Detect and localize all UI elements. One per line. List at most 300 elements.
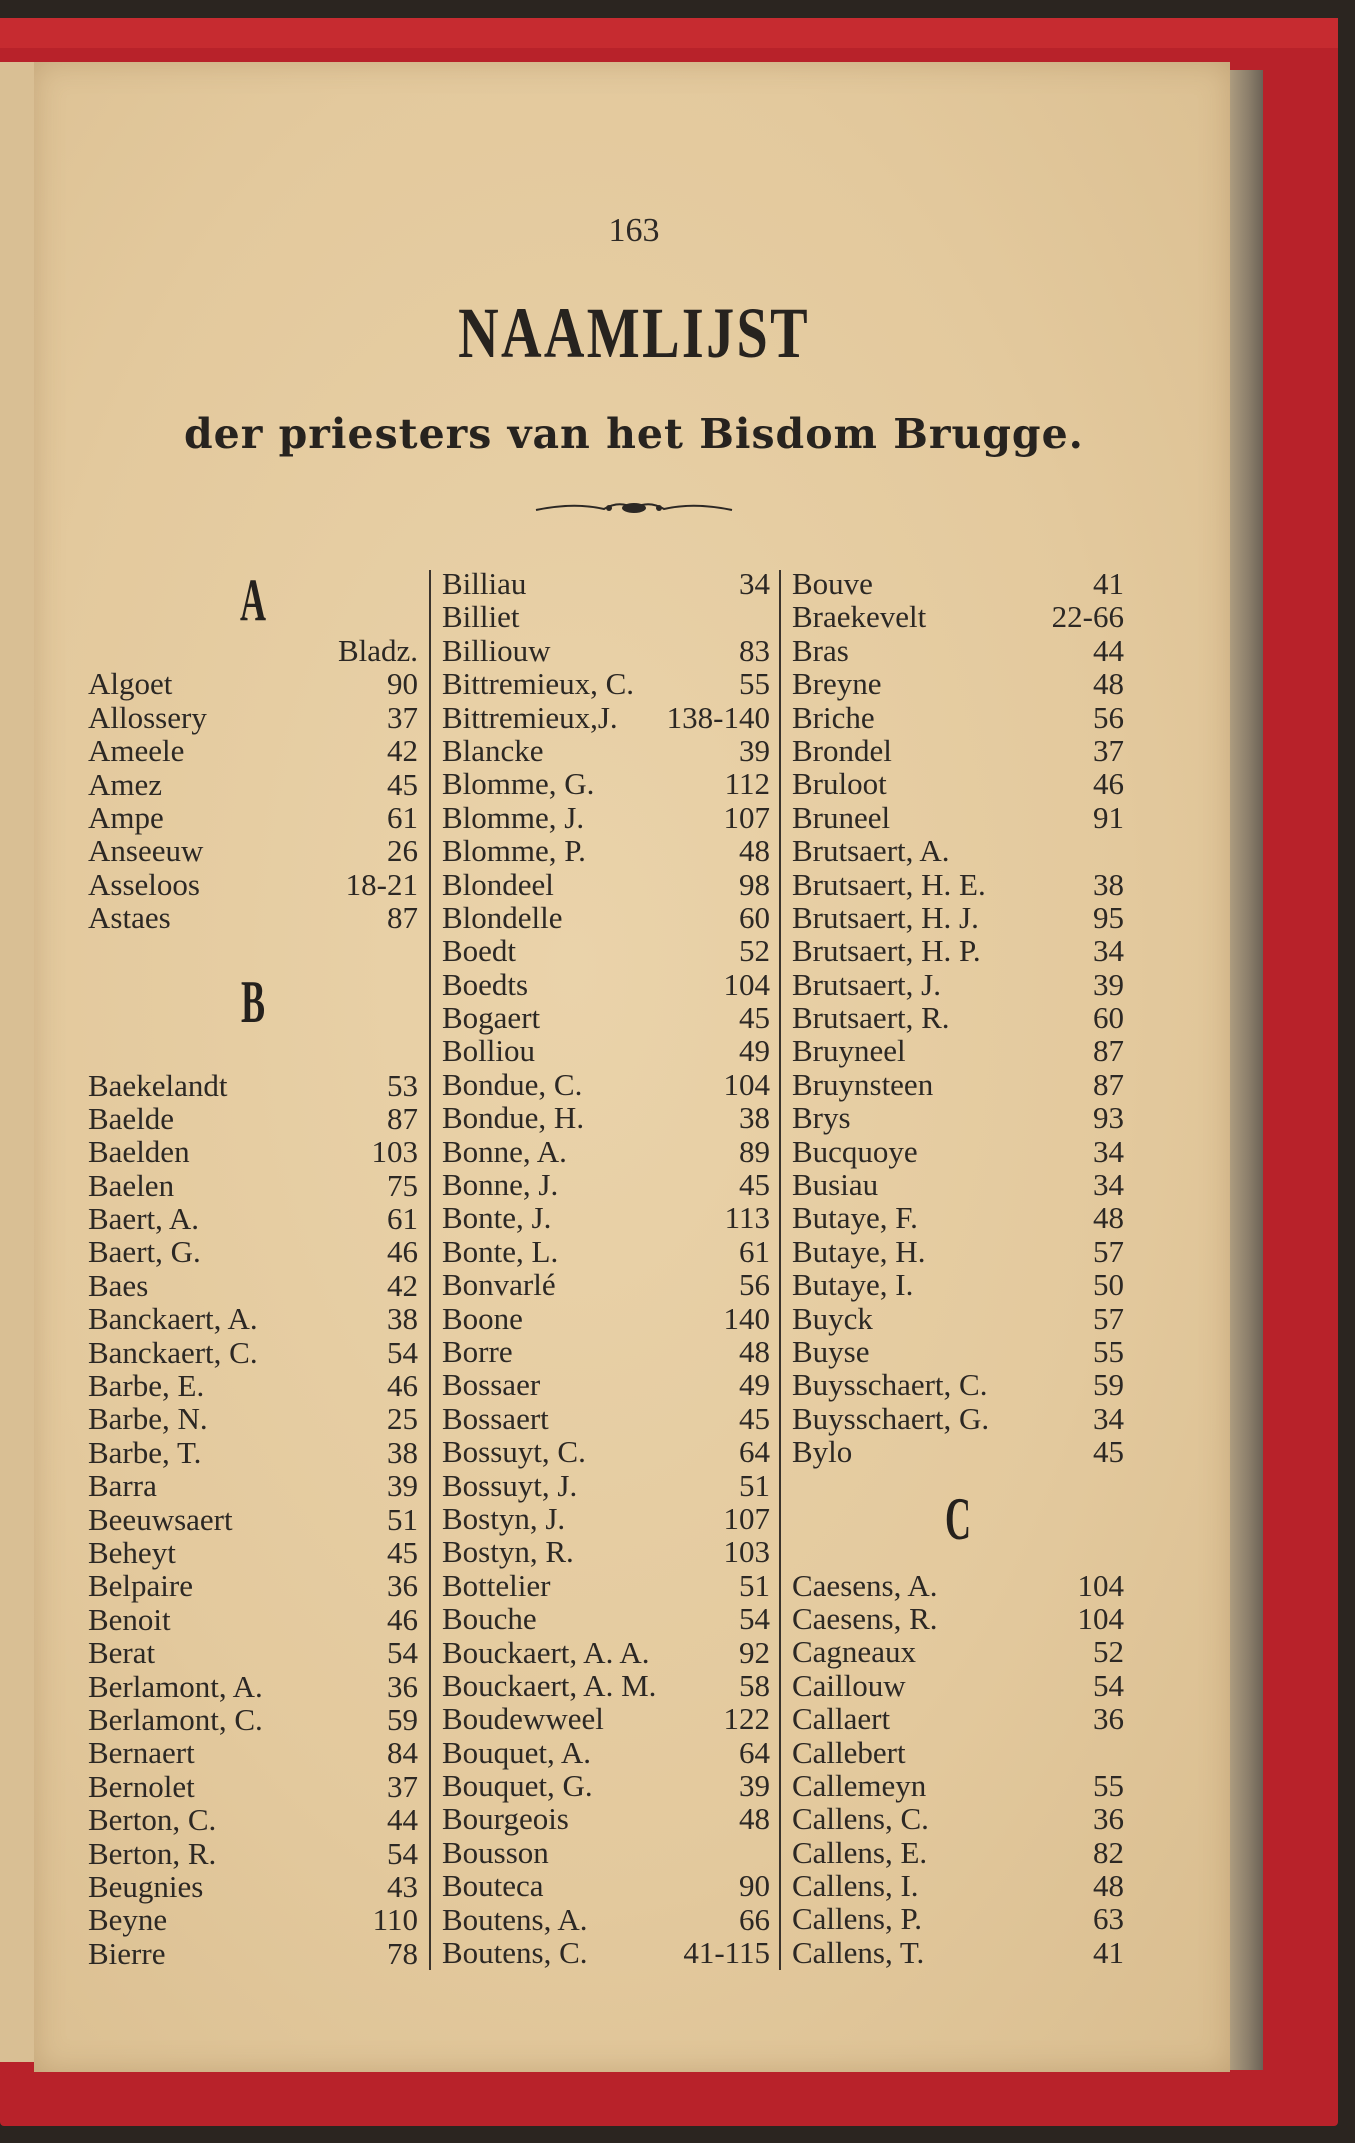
entry-name: Butaye, I. bbox=[792, 1267, 914, 1303]
index-entry bbox=[792, 1569, 1124, 1602]
entry-page: 54 bbox=[387, 1835, 418, 1871]
entry-name: Amez bbox=[88, 766, 163, 802]
entry-page: 39 bbox=[739, 732, 770, 768]
index-entry bbox=[88, 1703, 418, 1736]
index-entry bbox=[792, 667, 1124, 700]
index-entry bbox=[442, 600, 770, 633]
index-entry bbox=[442, 634, 770, 667]
entry-name: Blancke bbox=[442, 732, 544, 768]
index-list-b bbox=[88, 1069, 418, 1971]
entry-page: 87 bbox=[387, 900, 418, 936]
entry-name: Bossaer bbox=[442, 1367, 541, 1403]
index-entry bbox=[792, 1335, 1124, 1368]
entry-page: 37 bbox=[387, 1768, 418, 1804]
index-entry bbox=[88, 734, 418, 767]
index-entry bbox=[442, 1302, 770, 1335]
book-page bbox=[34, 62, 1230, 2072]
index-entry bbox=[88, 1736, 418, 1769]
index-entry bbox=[442, 1602, 770, 1635]
index-entry bbox=[792, 600, 1124, 633]
entry-name: Bouquet, G. bbox=[442, 1768, 593, 1804]
index-entry bbox=[442, 1569, 770, 1602]
index-entry bbox=[88, 1636, 418, 1669]
entry-name: Blomme, J. bbox=[442, 799, 585, 835]
index-entry bbox=[442, 1802, 770, 1835]
index-entry bbox=[792, 1936, 1124, 1969]
entry-page: 59 bbox=[1093, 1367, 1124, 1403]
entry-page: 87 bbox=[387, 1100, 418, 1136]
entry-name: Baert, G. bbox=[88, 1234, 201, 1270]
index-entry bbox=[88, 1202, 418, 1235]
left-column bbox=[88, 567, 418, 1970]
column-rule bbox=[429, 570, 431, 1970]
entry-name: Butaye, H. bbox=[792, 1233, 926, 1269]
entry-name: Beheyt bbox=[88, 1534, 176, 1570]
entry-name: Caesens, R. bbox=[792, 1600, 938, 1636]
index-entry bbox=[88, 1135, 418, 1168]
entry-page: 104 bbox=[1077, 1567, 1124, 1603]
entry-page: 92 bbox=[739, 1634, 770, 1670]
index-entry bbox=[792, 1235, 1124, 1268]
ornament-divider-icon bbox=[534, 498, 734, 518]
index-entry bbox=[442, 1268, 770, 1301]
entry-name: Bouckaert, A. A. bbox=[442, 1634, 650, 1670]
page-title: NAAMLIJST bbox=[458, 293, 810, 373]
index-entry bbox=[442, 1469, 770, 1502]
entry-page: 42 bbox=[387, 733, 418, 769]
section-letter-b: B bbox=[240, 968, 266, 1035]
entry-page: 52 bbox=[739, 933, 770, 969]
index-list-middle bbox=[442, 567, 770, 1969]
index-entry bbox=[88, 1336, 418, 1369]
entry-name: Belpaire bbox=[88, 1568, 194, 1604]
entry-name: Barbe, T. bbox=[88, 1434, 202, 1470]
entry-name: Callens, C. bbox=[792, 1801, 929, 1837]
entry-name: Bruynsteen bbox=[792, 1066, 934, 1102]
entry-page: 45 bbox=[739, 1000, 770, 1036]
index-entry bbox=[442, 667, 770, 700]
entry-page: 46 bbox=[1093, 766, 1124, 802]
entry-name: Boutens, C. bbox=[442, 1935, 588, 1971]
entry-page: 54 bbox=[1093, 1667, 1124, 1703]
index-entry bbox=[442, 1869, 770, 1902]
entry-page: 107 bbox=[723, 1500, 770, 1536]
entry-name: Anseeuw bbox=[88, 833, 204, 869]
index-entry bbox=[792, 1769, 1124, 1802]
entry-page: 103 bbox=[723, 1534, 770, 1570]
index-entry bbox=[792, 701, 1124, 734]
entry-name: Bolliou bbox=[442, 1033, 536, 1069]
index-list-c bbox=[792, 1569, 1124, 1970]
entry-name: Brutsaert, A. bbox=[792, 833, 950, 869]
entry-name: Boone bbox=[442, 1300, 523, 1336]
entry-page: 51 bbox=[739, 1567, 770, 1603]
entry-name: Baelen bbox=[88, 1167, 175, 1203]
entry-name: Bourgeois bbox=[442, 1801, 569, 1837]
entry-name: Brutsaert, J. bbox=[792, 966, 941, 1002]
index-entry bbox=[792, 934, 1124, 967]
index-entry bbox=[792, 1101, 1124, 1134]
entry-name: Caesens, A. bbox=[792, 1567, 938, 1603]
index-entry bbox=[792, 801, 1124, 834]
entry-page: 49 bbox=[739, 1367, 770, 1403]
index-entry bbox=[442, 1402, 770, 1435]
entry-page: 51 bbox=[739, 1467, 770, 1503]
index-entry bbox=[442, 1936, 770, 1969]
entry-page: 59 bbox=[387, 1701, 418, 1737]
entry-page: 87 bbox=[1093, 1033, 1124, 1069]
entry-name: Algoet bbox=[88, 666, 173, 702]
index-entry bbox=[88, 1235, 418, 1268]
index-entry bbox=[442, 1502, 770, 1535]
entry-page: 89 bbox=[739, 1133, 770, 1169]
entry-name: Cagneaux bbox=[792, 1634, 916, 1670]
entry-name: Blomme, G. bbox=[442, 766, 595, 802]
index-entry bbox=[442, 1636, 770, 1669]
entry-page: 60 bbox=[1093, 1000, 1124, 1036]
entry-page: 57 bbox=[1093, 1300, 1124, 1336]
entry-name: Bouquet, A. bbox=[442, 1734, 591, 1770]
index-entry bbox=[88, 1402, 418, 1435]
entry-name: Bostyn, R. bbox=[442, 1534, 574, 1570]
entry-name: Bogaert bbox=[442, 1000, 541, 1036]
entry-page: 22-66 bbox=[1051, 599, 1124, 635]
entry-name: Boedts bbox=[442, 966, 529, 1002]
entry-name: Bonne, J. bbox=[442, 1167, 559, 1203]
index-entry bbox=[442, 1368, 770, 1401]
index-entry bbox=[792, 868, 1124, 901]
entry-name: Bouteca bbox=[442, 1868, 544, 1904]
index-entry bbox=[442, 1168, 770, 1201]
entry-name: Barbe, E. bbox=[88, 1368, 205, 1404]
index-entry bbox=[442, 1335, 770, 1368]
entry-page: 45 bbox=[739, 1167, 770, 1203]
entry-name: Boudewweel bbox=[442, 1701, 604, 1737]
entry-name: Buysschaert, G. bbox=[792, 1400, 990, 1436]
column-rule bbox=[779, 570, 781, 1970]
entry-name: Benoit bbox=[88, 1601, 171, 1637]
entry-page: 46 bbox=[387, 1368, 418, 1404]
index-entry bbox=[88, 1803, 418, 1836]
index-entry bbox=[88, 1369, 418, 1402]
entry-page: 25 bbox=[387, 1401, 418, 1437]
page-block-edge bbox=[1225, 70, 1263, 2070]
index-entry bbox=[88, 1837, 418, 1870]
index-entry bbox=[88, 1169, 418, 1202]
entry-name: Banckaert, C. bbox=[88, 1334, 258, 1370]
index-list-a bbox=[88, 667, 418, 934]
entry-name: Bruneel bbox=[792, 799, 891, 835]
entry-page: 46 bbox=[387, 1601, 418, 1637]
entry-page: 87 bbox=[1093, 1066, 1124, 1102]
index-entry bbox=[792, 1034, 1124, 1067]
index-entry bbox=[442, 767, 770, 800]
entry-page: 34 bbox=[1093, 1167, 1124, 1203]
entry-name: Bylo bbox=[792, 1434, 853, 1470]
entry-name: Bonne, A. bbox=[442, 1133, 567, 1169]
entry-name: Berlamont, A. bbox=[88, 1668, 263, 1704]
index-entry bbox=[88, 1102, 418, 1135]
index-entry bbox=[442, 1535, 770, 1568]
index-entry bbox=[88, 1603, 418, 1636]
index-entry bbox=[88, 1269, 418, 1302]
index-entry bbox=[88, 768, 418, 801]
entry-page: 26 bbox=[387, 833, 418, 869]
index-entry bbox=[442, 567, 770, 600]
index-entry bbox=[792, 567, 1124, 600]
entry-page: 110 bbox=[372, 1902, 418, 1938]
index-entry bbox=[88, 1536, 418, 1569]
index-entry bbox=[442, 734, 770, 767]
entry-name: Bittremieux,J. bbox=[442, 699, 618, 735]
entry-name: Buysschaert, C. bbox=[792, 1367, 988, 1403]
entry-name: Berlamont, C. bbox=[88, 1701, 263, 1737]
index-entry bbox=[792, 1268, 1124, 1301]
entry-page: 42 bbox=[387, 1267, 418, 1303]
entry-page: 84 bbox=[387, 1735, 418, 1771]
entry-name: Baelden bbox=[88, 1134, 190, 1170]
entry-page: 83 bbox=[739, 632, 770, 668]
index-entry bbox=[792, 1435, 1124, 1468]
entry-page: 45 bbox=[387, 1534, 418, 1570]
index-entry bbox=[88, 1670, 418, 1703]
entry-page: 36 bbox=[1093, 1801, 1124, 1837]
entry-page: 54 bbox=[387, 1635, 418, 1671]
entry-page: 61 bbox=[387, 1201, 418, 1237]
index-entry bbox=[792, 968, 1124, 1001]
index-entry bbox=[442, 701, 770, 734]
entry-name: Brys bbox=[792, 1100, 851, 1136]
entry-name: Briche bbox=[792, 699, 875, 735]
entry-name: Bottelier bbox=[442, 1567, 551, 1603]
index-entry bbox=[792, 1602, 1124, 1635]
entry-name: Bierre bbox=[88, 1935, 166, 1971]
entry-page: 63 bbox=[1093, 1901, 1124, 1937]
entry-name: Bossuyt, C. bbox=[442, 1434, 586, 1470]
entry-page: 41 bbox=[1093, 1934, 1124, 1970]
entry-name: Bondue, H. bbox=[442, 1100, 585, 1136]
index-entry bbox=[792, 634, 1124, 667]
index-entry bbox=[442, 1068, 770, 1101]
entry-name: Boedt bbox=[442, 933, 517, 969]
index-entry bbox=[792, 1902, 1124, 1935]
entry-page: 48 bbox=[739, 1333, 770, 1369]
entry-name: Bernolet bbox=[88, 1768, 195, 1804]
entry-page: 53 bbox=[387, 1067, 418, 1103]
index-entry bbox=[792, 1669, 1124, 1702]
index-entry bbox=[88, 1469, 418, 1502]
entry-name: Blondeel bbox=[442, 866, 554, 902]
entry-name: Bonvarlé bbox=[442, 1267, 556, 1303]
entry-page: 48 bbox=[739, 833, 770, 869]
index-entry bbox=[88, 1069, 418, 1102]
entry-page: 41 bbox=[1093, 566, 1124, 601]
section-letter-a: A bbox=[239, 567, 267, 633]
index-entry bbox=[442, 1235, 770, 1268]
entry-name: Billiau bbox=[442, 566, 527, 601]
entry-name: Bousson bbox=[442, 1834, 549, 1870]
index-entry bbox=[792, 1702, 1124, 1735]
index-entry bbox=[88, 1569, 418, 1602]
index-entry bbox=[792, 1001, 1124, 1034]
entry-name: Callens, T. bbox=[792, 1934, 925, 1970]
index-entry bbox=[442, 1769, 770, 1802]
entry-page: 49 bbox=[739, 1033, 770, 1069]
entry-name: Bossaert bbox=[442, 1400, 549, 1436]
entry-name: Astaes bbox=[88, 900, 171, 936]
entry-page: 78 bbox=[387, 1935, 418, 1971]
index-entry bbox=[88, 1870, 418, 1903]
index-entry bbox=[88, 801, 418, 834]
index-entry bbox=[792, 1836, 1124, 1869]
index-entry bbox=[792, 1302, 1124, 1335]
index-entry bbox=[442, 1101, 770, 1134]
entry-name: Beeuwsaert bbox=[88, 1501, 233, 1537]
index-entry bbox=[442, 801, 770, 834]
entry-name: Bernaert bbox=[88, 1735, 195, 1771]
entry-page: 82 bbox=[1093, 1834, 1124, 1870]
entry-page: 39 bbox=[739, 1768, 770, 1804]
entry-page: 104 bbox=[1077, 1600, 1124, 1636]
entry-page: 61 bbox=[387, 799, 418, 835]
index-entry bbox=[88, 701, 418, 734]
entry-name: Berton, C. bbox=[88, 1802, 217, 1838]
entry-page: 43 bbox=[387, 1868, 418, 1904]
index-entry bbox=[792, 1135, 1124, 1168]
entry-page: 34 bbox=[1093, 1133, 1124, 1169]
index-entry bbox=[442, 1669, 770, 1702]
entry-page: 91 bbox=[1093, 799, 1124, 835]
middle-column bbox=[442, 567, 770, 1969]
entry-name: Bostyn, J. bbox=[442, 1500, 566, 1536]
previous-page-edge bbox=[0, 62, 36, 2062]
entry-page: 38 bbox=[739, 1100, 770, 1136]
page-column-header: Bladz. bbox=[337, 633, 418, 668]
entry-page: 90 bbox=[387, 666, 418, 702]
entry-name: Brutsaert, H. J. bbox=[792, 899, 979, 935]
entry-page: 122 bbox=[723, 1701, 770, 1737]
entry-name: Borre bbox=[442, 1333, 513, 1369]
entry-page: 66 bbox=[739, 1901, 770, 1937]
index-entry bbox=[792, 1402, 1124, 1435]
entry-page: 45 bbox=[387, 766, 418, 802]
entry-page: 36 bbox=[1093, 1701, 1124, 1737]
index-entry bbox=[792, 1368, 1124, 1401]
entry-page: 50 bbox=[1093, 1267, 1124, 1303]
index-entry bbox=[792, 734, 1124, 767]
index-entry bbox=[792, 1736, 1124, 1769]
entry-page: 48 bbox=[1093, 1200, 1124, 1236]
entry-name: Brutsaert, R. bbox=[792, 1000, 950, 1036]
entry-name: Billiet bbox=[442, 599, 520, 635]
entry-name: Buyck bbox=[792, 1300, 873, 1336]
entry-name: Baert, A. bbox=[88, 1201, 200, 1237]
entry-name: Berton, R. bbox=[88, 1835, 217, 1871]
entry-page: 138-140 bbox=[666, 699, 770, 735]
entry-page: 90 bbox=[739, 1868, 770, 1904]
entry-page: 60 bbox=[739, 899, 770, 935]
entry-name: Boutens, A. bbox=[442, 1901, 588, 1937]
entry-name: Bonte, J. bbox=[442, 1200, 552, 1236]
index-entry bbox=[88, 1770, 418, 1803]
entry-page: 34 bbox=[1093, 933, 1124, 969]
entry-name: Butaye, F. bbox=[792, 1200, 918, 1236]
entry-name: Allossery bbox=[88, 699, 207, 735]
right-column bbox=[792, 567, 1124, 1969]
entry-name: Brutsaert, H. E. bbox=[792, 866, 986, 902]
entry-page: 39 bbox=[387, 1468, 418, 1504]
entry-page: 113 bbox=[724, 1200, 770, 1236]
entry-page: 37 bbox=[1093, 732, 1124, 768]
entry-name: Braekevelt bbox=[792, 599, 927, 635]
index-entry bbox=[792, 901, 1124, 934]
entry-page: 61 bbox=[739, 1233, 770, 1269]
index-entry bbox=[88, 1503, 418, 1536]
index-entry bbox=[88, 901, 418, 934]
entry-name: Banckaert, A. bbox=[88, 1301, 258, 1337]
entry-name: Callens, I. bbox=[792, 1868, 919, 1904]
entry-page: 36 bbox=[387, 1568, 418, 1604]
entry-name: Bouche bbox=[442, 1601, 537, 1637]
index-entry bbox=[442, 834, 770, 867]
entry-page: 38 bbox=[387, 1301, 418, 1337]
entry-page: 34 bbox=[1093, 1400, 1124, 1436]
entry-name: Bucquoye bbox=[792, 1133, 918, 1169]
entry-name: Bondue, C. bbox=[442, 1066, 583, 1102]
entry-page: 98 bbox=[739, 866, 770, 902]
entry-page: 44 bbox=[1093, 632, 1124, 668]
entry-name: Bras bbox=[792, 632, 849, 668]
entry-name: Bossuyt, J. bbox=[442, 1467, 578, 1503]
index-entry bbox=[792, 767, 1124, 800]
entry-name: Bruyneel bbox=[792, 1033, 906, 1069]
entry-name: Ampe bbox=[88, 799, 164, 835]
index-entry bbox=[442, 1034, 770, 1067]
entry-page: 55 bbox=[1093, 1333, 1124, 1369]
entry-page: 75 bbox=[387, 1167, 418, 1203]
index-entry bbox=[792, 834, 1124, 867]
index-entry bbox=[442, 1001, 770, 1034]
index-entry bbox=[88, 1903, 418, 1936]
entry-page: 112 bbox=[724, 766, 770, 802]
entry-page: 45 bbox=[1093, 1434, 1124, 1470]
entry-page: 56 bbox=[739, 1267, 770, 1303]
page-subtitle: der priesters van het Bisdom Brugge. bbox=[184, 410, 1084, 458]
index-entry bbox=[88, 868, 418, 901]
index-entry bbox=[792, 1068, 1124, 1101]
entry-name: Callaert bbox=[792, 1701, 891, 1737]
entry-page: 95 bbox=[1093, 899, 1124, 935]
entry-page: 38 bbox=[387, 1434, 418, 1470]
entry-name: Caillouw bbox=[792, 1667, 906, 1703]
index-list-right-b bbox=[792, 567, 1124, 1469]
entry-name: Callemeyn bbox=[792, 1767, 927, 1803]
index-entry bbox=[792, 1168, 1124, 1201]
index-entry bbox=[442, 1903, 770, 1936]
entry-name: Bouve bbox=[792, 566, 873, 601]
entry-name: Beyne bbox=[88, 1902, 168, 1938]
index-entry bbox=[442, 1201, 770, 1234]
entry-name: Bouckaert, A. M. bbox=[442, 1667, 657, 1703]
index-entry bbox=[442, 1435, 770, 1468]
entry-name: Billiouw bbox=[442, 632, 551, 668]
index-entry bbox=[88, 667, 418, 700]
entry-page: 58 bbox=[739, 1667, 770, 1703]
entry-page: 55 bbox=[1093, 1767, 1124, 1803]
entry-page: 57 bbox=[1093, 1233, 1124, 1269]
page-number: 163 bbox=[608, 212, 660, 249]
entry-name: Bruloot bbox=[792, 766, 887, 802]
